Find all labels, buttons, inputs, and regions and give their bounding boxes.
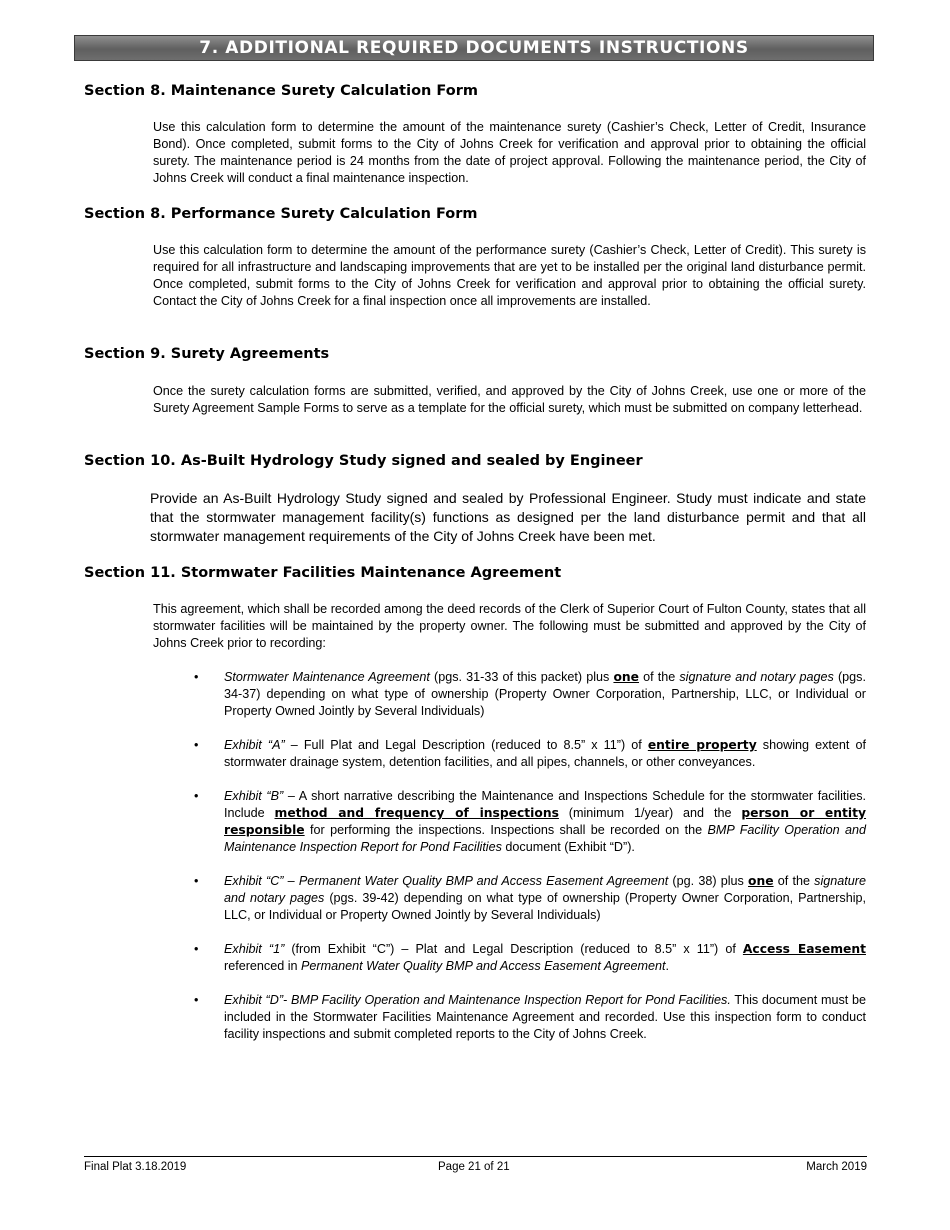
section-heading-hydrology-study: Section 10. As-Built Hydrology Study signed and sealed by Engineer xyxy=(84,453,643,469)
doc-title: Exhibit “B” xyxy=(224,789,284,803)
footer-date: March 2019 xyxy=(806,1161,867,1173)
doc-title: Exhibit “D”- BMP Facility Operation and Maintenance Inspection Report for Pond Facilities. xyxy=(224,993,731,1007)
emphasis-text: method and frequency of inspections xyxy=(274,806,559,820)
doc-title: Permanent Water Quality BMP and Access Easement Agreement xyxy=(301,959,666,973)
section-body-performance-surety: Use this calculation form to determine the amount of the performance surety (Cashier’s Check, Letter of Credit). This surety is required for all infrastructure and landscaping improvements that are yet to be installed per the original land disturbance permit. Once completed, submit forms to the City of Johns Creek for verification and approval prior to obtaining the official surety. Contact the City of Johns Creek for a final inspection once all improvements are installed. xyxy=(153,243,866,308)
doc-title: signature and notary pages xyxy=(679,670,834,684)
bullet-icon: • xyxy=(194,670,199,684)
doc-title: Exhibit “A” xyxy=(224,738,285,752)
doc-title: Stormwater Maintenance Agreement xyxy=(224,670,430,684)
text-run: (pgs. 31-33 of this packet) plus xyxy=(429,670,614,684)
text-run: for performing the inspections. Inspections shall be recorded on the xyxy=(304,823,708,837)
text-run: (pg. 38) plus xyxy=(668,874,749,888)
text-run: showing extent of stormwater drainage system, detention facilities, and all pipes, channels, or other conveyances. xyxy=(224,738,866,769)
text-run: (pgs. 39-42) depending on what type of ownership (Property Owner Corporation, Partnership, LLC, or Individual or Property Owned Jointly by Several Individuals) xyxy=(224,891,867,922)
emphasis-text: Access Easement xyxy=(742,942,866,956)
bullet-icon: • xyxy=(194,738,199,752)
list-item-exhibit-d xyxy=(194,992,866,1043)
required-documents-list xyxy=(194,669,866,1060)
list-item-stormwater-maintenance-agreement xyxy=(194,669,866,720)
text-run: This document must be included in the Stormwater Facilities Maintenance Agreement and recorded. Use this inspection form to conduct facility inspections and submit completed reports to the City of Johns Creek. xyxy=(224,993,866,1041)
bullet-icon: • xyxy=(194,874,199,888)
section-body-hydrology-study: Provide an As-Built Hydrology Study signed and sealed by Professional Engineer. Study must indicate and state that the stormwater management facility(s) functions as designed per the land disturbance permit and that all stormwater management requirements of the City of Johns Creek have been met. xyxy=(150,490,866,544)
doc-title: Exhibit “1” xyxy=(224,942,285,956)
section-body-maintenance-surety: Use this calculation form to determine the amount of the maintenance surety (Cashier’s Check, Letter of Credit, Insurance Bond). Once completed, submit forms to the City of Johns Creek for verification and approval prior to obtaining the official surety. The maintenance period is 24 months from the date of project approval. Following the maintenance period, the City of Johns Creek will conduct a final maintenance inspection. xyxy=(153,120,866,185)
doc-title: signature and notary pages xyxy=(224,874,866,905)
text-run: – A short narrative describing the Maintenance and Inspections Schedule for the stormwater facilities. Include xyxy=(224,789,866,820)
section-body-maintenance-agreement: This agreement, which shall be recorded among the deed records of the Clerk of Superior Court of Fulton County, states that all stormwater facilities will be maintained by the property owner. The following must be submitted and approved by the City of Johns Creek prior to recording: xyxy=(153,602,866,650)
text-run: – Full Plat and Legal Description (reduced to 8.5” x 11”) of xyxy=(284,738,648,752)
doc-title: BMP Facility Operation and Maintenance Inspection Report for Pond Facilities xyxy=(224,823,866,854)
list-item-exhibit-1 xyxy=(194,941,866,975)
section-body-surety-agreements: Once the surety calculation forms are submitted, verified, and approved by the City of Johns Creek, use one or more of the Surety Agreement Sample Forms to serve as a template for the official surety, which must be submitted on company letterhead. xyxy=(153,384,866,415)
list-item-exhibit-b xyxy=(194,788,866,856)
emphasis-text: one xyxy=(748,874,774,888)
emphasis-text: one xyxy=(613,670,639,684)
list-item-exhibit-a xyxy=(194,737,866,771)
text-run: (pgs. 34-37) depending on what type of ownership (Property Owner Corporation, Partnership, LLC, or Individual or Property Owned Jointly by Several Individuals) xyxy=(224,670,866,718)
doc-title: Exhibit “C” – Permanent Water Quality BMP and Access Easement Agreement xyxy=(224,874,669,888)
footer-document-version: Final Plat 3.18.2019 xyxy=(84,1161,187,1173)
section-heading-performance-surety: Section 8. Performance Surety Calculation Form xyxy=(84,206,478,222)
text-run: of the xyxy=(638,670,680,684)
text-run: . xyxy=(665,959,669,973)
list-item-exhibit-c xyxy=(194,873,866,924)
text-run: referenced in xyxy=(224,959,302,973)
footer-page-number: Page 21 of 21 xyxy=(438,1161,510,1173)
section-heading-surety-agreements: Section 9. Surety Agreements xyxy=(84,346,330,362)
emphasis-text: entire property xyxy=(647,738,757,752)
page-banner-title: 7. ADDITIONAL REQUIRED DOCUMENTS INSTRUCTIONS xyxy=(74,35,874,61)
text-run: document (Exhibit “D”). xyxy=(501,840,635,854)
text-run: of the xyxy=(773,874,815,888)
section-heading-maintenance-surety: Section 8. Maintenance Surety Calculation Form xyxy=(84,83,478,99)
bullet-icon: • xyxy=(194,942,199,956)
bullet-icon: • xyxy=(194,789,199,803)
footer-divider xyxy=(84,1156,867,1157)
emphasis-text: person or entity responsible xyxy=(224,806,867,837)
text-run: (minimum 1/year) and the xyxy=(558,806,742,820)
text-run: (from Exhibit “C”) – Plat and Legal Description (reduced to 8.5” x 11”) of xyxy=(284,942,743,956)
section-heading-maintenance-agreement: Section 11. Stormwater Facilities Maintenance Agreement xyxy=(84,565,562,581)
bullet-icon: • xyxy=(194,993,199,1007)
